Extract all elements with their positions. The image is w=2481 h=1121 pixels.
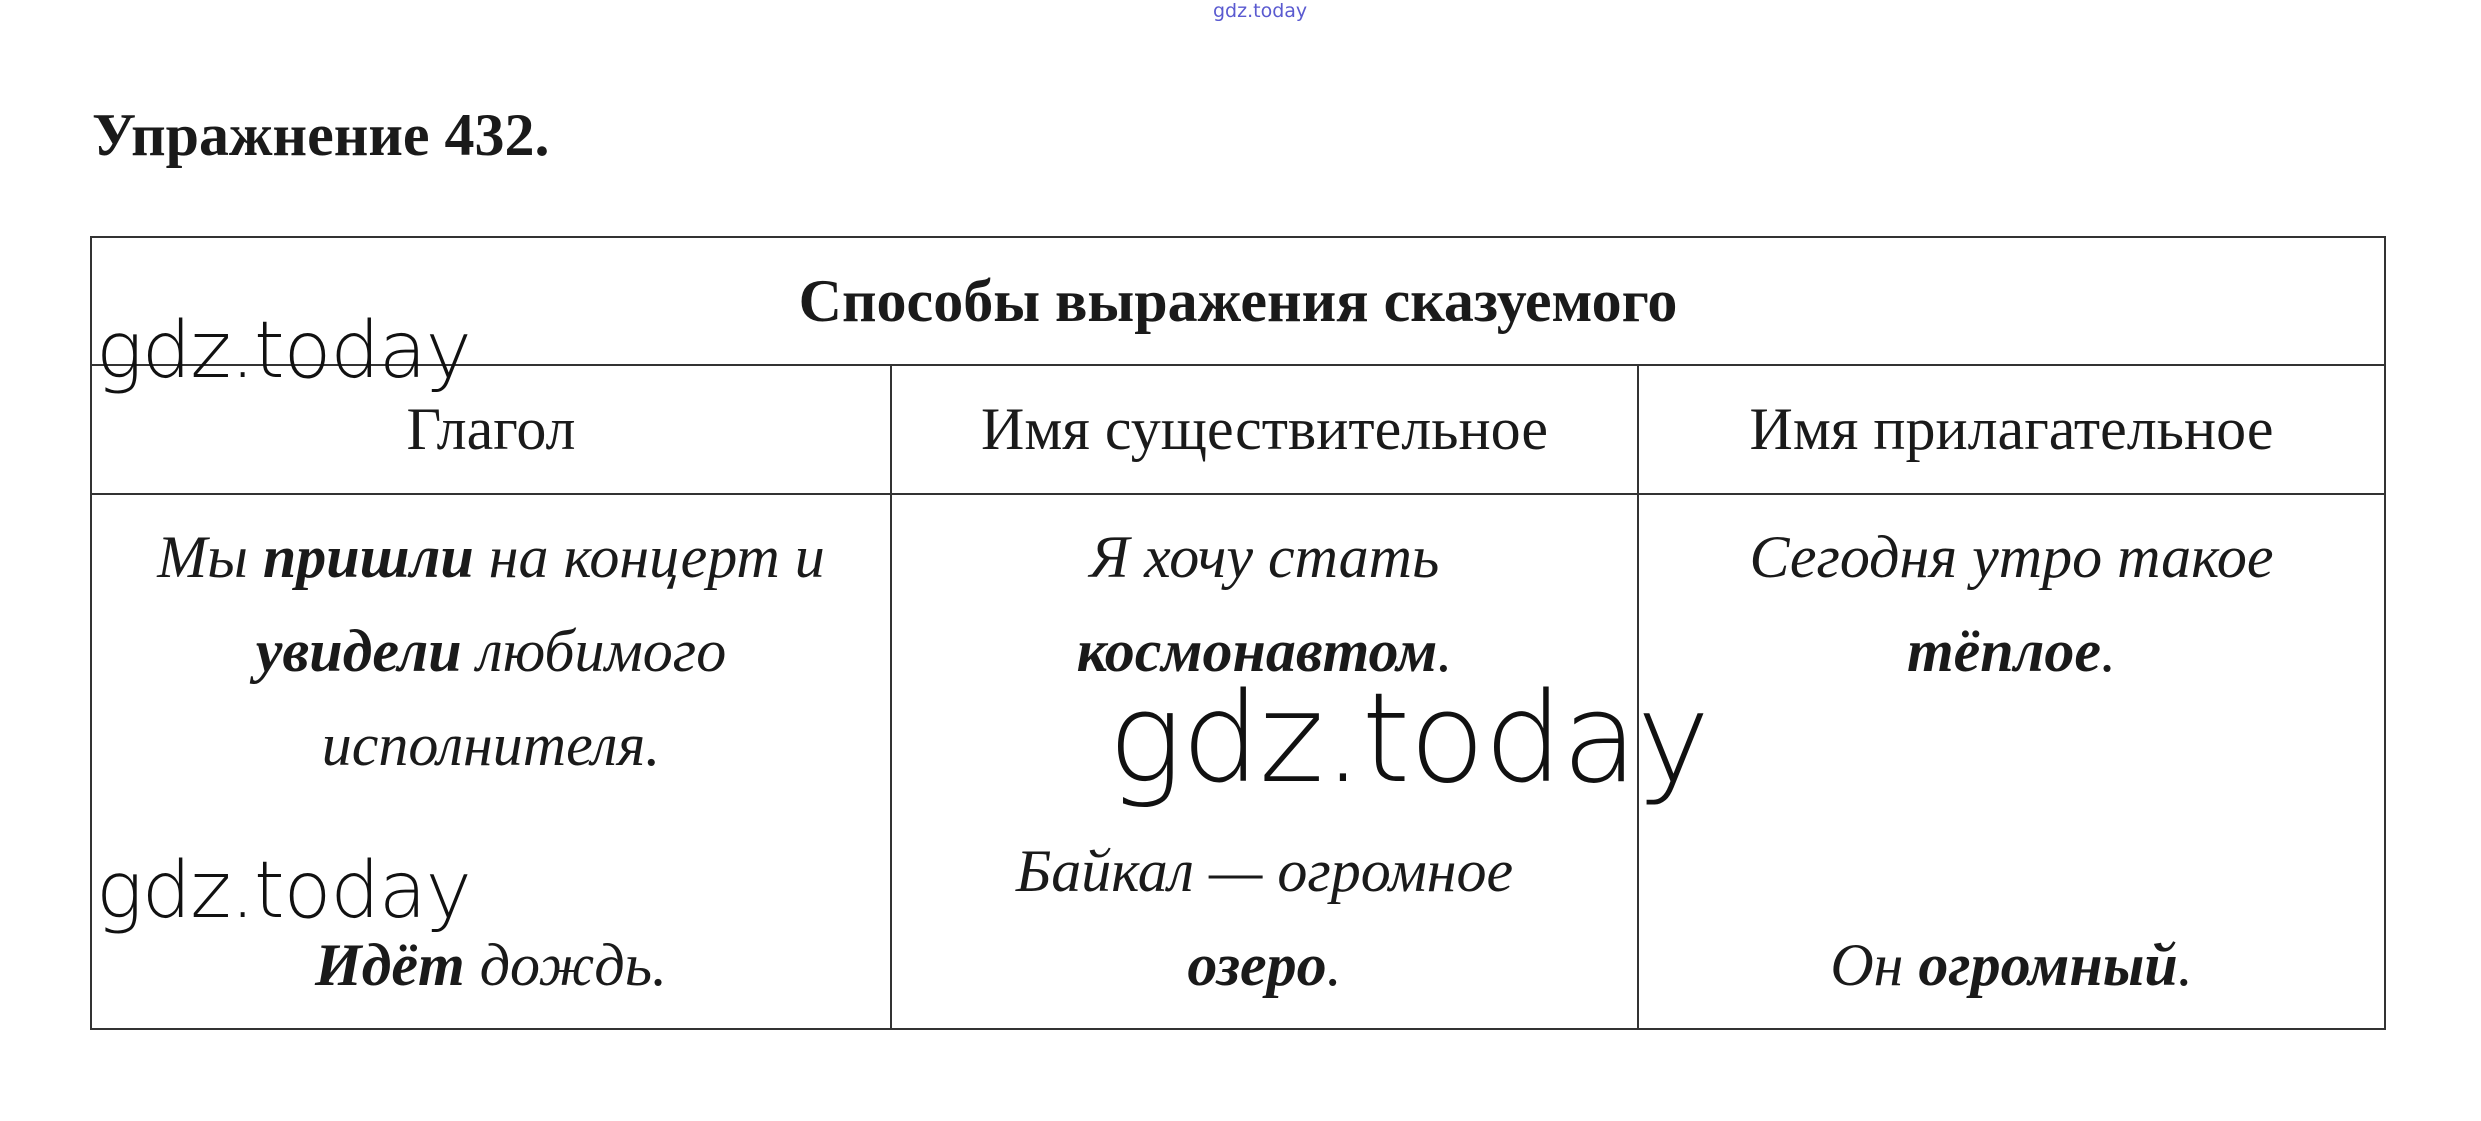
page-title: Упражнение 432.	[92, 102, 550, 168]
example-sentence: Мы пришли на концерт и увидели любимого исполнителя.	[157, 524, 825, 778]
predicate-table	[90, 236, 2386, 1030]
watermark-text: gdz.today	[96, 306, 471, 396]
column-header-verb: Глагол	[91, 365, 891, 494]
column-header-adjective: Имя прилагательное	[1638, 365, 2385, 494]
cell-adjective-examples	[1638, 494, 2385, 1029]
watermark-text: gdz.today	[96, 846, 471, 936]
column-header-noun: Имя существительное	[891, 365, 1638, 494]
cell-verb-examples	[91, 494, 891, 1029]
table-header: Способы выражения сказуемого	[91, 237, 2385, 365]
example-sentence: Идёт дождь.	[314, 932, 668, 998]
watermark-text: gdz.today	[1108, 667, 1710, 811]
example-sentence: Сегодня утро такое тёплое.	[1749, 524, 2274, 684]
cell-noun-examples	[891, 494, 1638, 1029]
example-sentence: Я хочу стать космонавтом.	[1076, 524, 1453, 684]
example-sentence: Байкал — огромное озеро.	[1015, 838, 1514, 998]
top-watermark: gdz.today	[1213, 0, 1308, 22]
example-sentence: Он огромный.	[1830, 932, 2193, 998]
